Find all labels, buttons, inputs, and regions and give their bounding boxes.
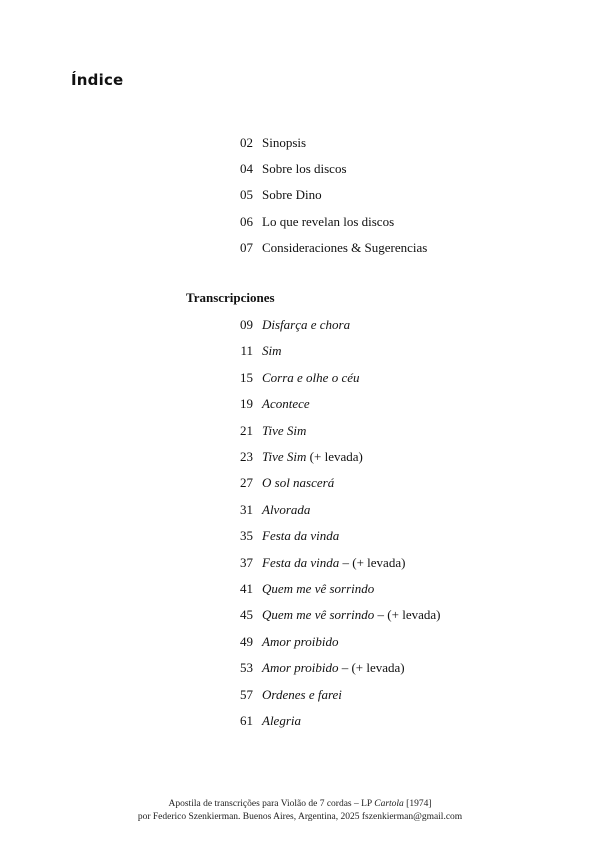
entry-title: Festa da vinda	[262, 554, 340, 570]
toc-entry	[227, 660, 405, 678]
page-number: 15	[240, 369, 253, 385]
toc-entry	[227, 343, 282, 361]
footer-line-1	[0, 799, 600, 809]
page-number: 04	[240, 161, 253, 177]
entry-title: Consideraciones & Sugerencias	[262, 239, 428, 255]
entry-title: O sol nascerá	[262, 475, 335, 491]
entry-suffix: – (+ levada)	[338, 660, 405, 676]
toc-entry	[227, 475, 334, 493]
page-number: 27	[240, 475, 253, 491]
entry-title: Alvorada	[262, 501, 311, 517]
footer-album: Cartola	[374, 799, 404, 809]
toc-entry	[227, 713, 301, 731]
entry-title: Disfarça e chora	[262, 317, 351, 332]
footer-prefix: Apostila de transcrições para Violão de 7 cordas – LP	[168, 799, 375, 809]
page-number: 02	[240, 135, 253, 150]
footer-suffix: [1974]	[403, 799, 432, 809]
toc-entry	[227, 317, 350, 335]
page-title: Índice	[71, 71, 124, 89]
toc-entry	[227, 135, 306, 153]
toc-entry	[227, 607, 440, 625]
entry-title: Quem me vê sorrindo	[262, 607, 375, 623]
entry-title: Amor proibido	[262, 633, 339, 649]
entry-title: Corra e olhe o céu	[262, 369, 360, 385]
page-number: 07	[240, 239, 253, 255]
toc-entry	[227, 161, 347, 179]
page-number: 31	[240, 501, 253, 517]
entry-title: Acontece	[262, 396, 310, 412]
page-number: 53	[240, 660, 253, 676]
toc-entry	[227, 370, 359, 388]
toc-entry	[227, 555, 405, 573]
entry-title: Tive Sim	[262, 422, 307, 438]
entry-title: Sim	[262, 343, 282, 359]
entry-title: Amor proibido	[262, 660, 339, 676]
page-number: 41	[240, 581, 253, 596]
entry-title: Ordenes e farei	[262, 686, 342, 702]
entry-suffix: – (+ levada)	[339, 554, 406, 570]
toc-entry	[227, 187, 322, 205]
page-number: 49	[240, 633, 253, 649]
page-number: 45	[240, 607, 253, 623]
entry-suffix: (+ levada)	[306, 449, 363, 464]
toc-entry	[227, 423, 306, 441]
entry-title: Sinopsis	[262, 135, 307, 150]
page-number: 23	[240, 449, 253, 464]
entry-title: Festa da vinda	[262, 528, 340, 544]
toc-entry	[227, 581, 374, 599]
page-number: 37	[240, 554, 253, 570]
page-number: 05	[240, 187, 253, 203]
toc-entry	[227, 449, 363, 467]
page-number: 21	[240, 422, 253, 438]
page-number: 06	[240, 213, 253, 229]
toc-entry	[227, 214, 394, 232]
toc-entry	[227, 396, 310, 414]
section-title-transcripciones: Transcripciones	[186, 290, 275, 305]
entry-title: Sobre los discos	[262, 161, 347, 177]
toc-entry	[227, 634, 338, 652]
toc-entry	[227, 528, 339, 546]
entry-title: Tive Sim	[262, 449, 307, 464]
page-number: 61	[240, 713, 253, 728]
toc-entry	[227, 687, 342, 705]
toc-entry	[227, 240, 427, 258]
entry-title: Sobre Dino	[262, 187, 322, 203]
entry-title: Quem me vê sorrindo	[262, 581, 375, 596]
entry-title: Lo que revelan los discos	[262, 213, 395, 229]
footer-line-2: por Federico Szenkierman. Buenos Aires, Argentina, 2025 fszenkierman@gmail.com	[137, 812, 463, 822]
page-number: 35	[240, 528, 253, 544]
page-number: 19	[240, 396, 253, 412]
entry-suffix: – (+ levada)	[374, 607, 441, 623]
entry-title: Alegria	[262, 713, 301, 728]
toc-entry	[227, 502, 310, 520]
page-number: 09	[240, 317, 253, 332]
page-number: 57	[240, 686, 253, 702]
page-number: 11	[240, 343, 253, 359]
